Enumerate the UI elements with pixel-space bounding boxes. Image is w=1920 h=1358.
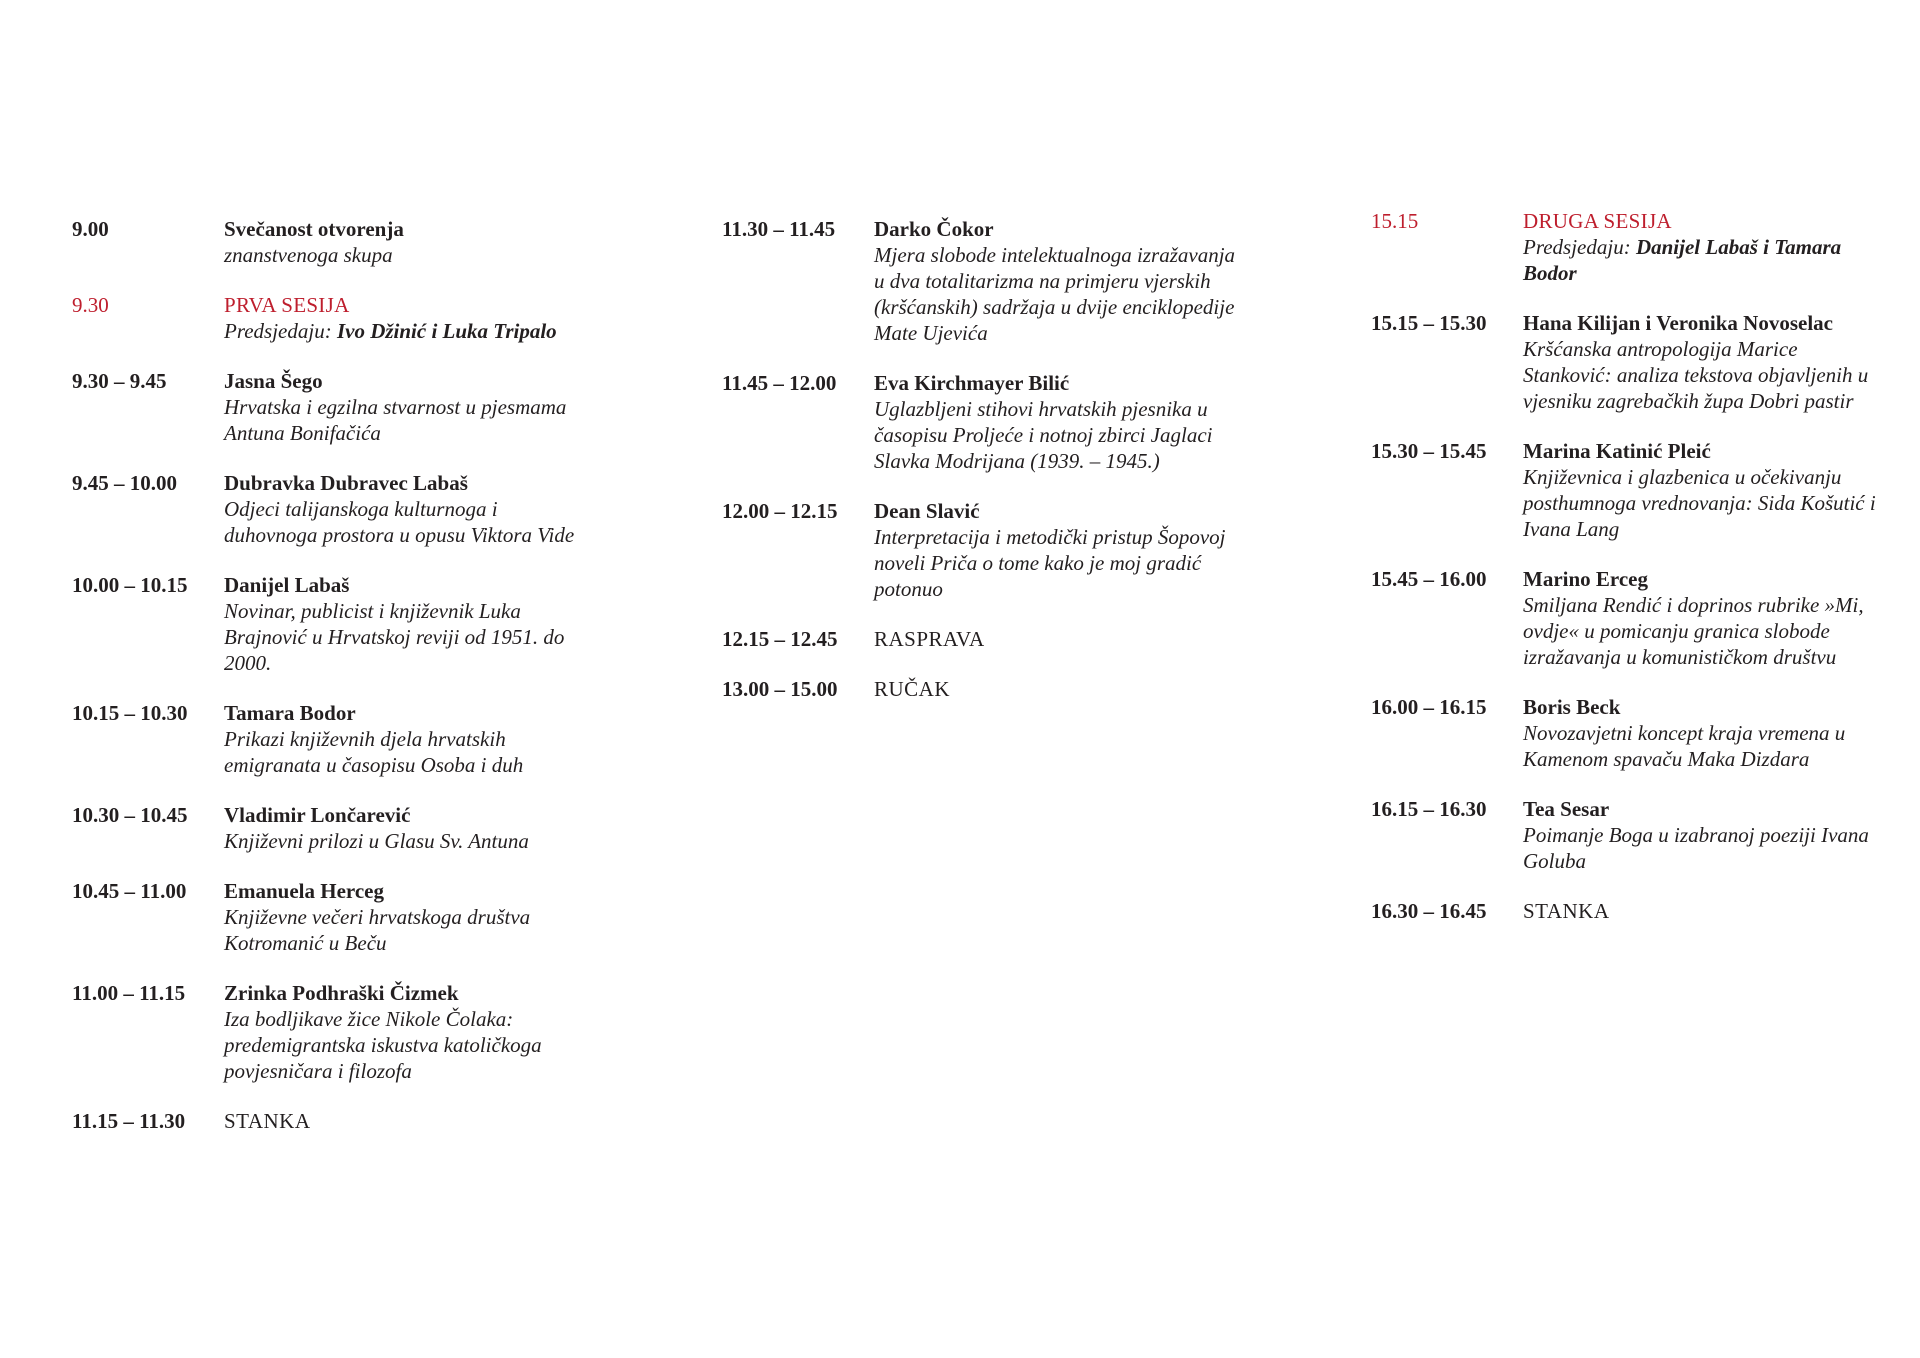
program-entry (1371, 694, 1883, 772)
program-entry (72, 980, 594, 1084)
speaker-name: Vladimir Lončarević (224, 803, 411, 827)
speaker-name: Dean Slavić (874, 499, 980, 523)
program-entry (72, 802, 594, 854)
discussion-entry (722, 626, 1244, 652)
program-entry (72, 878, 594, 956)
entry-time: 15.45 – 16.00 (1371, 567, 1487, 591)
talk-title: Književne večeri hrvatskoga društva Kotromanić u Beču (224, 905, 531, 955)
program-column-2 (722, 216, 1244, 726)
session-time: 9.30 (72, 293, 109, 317)
talk-title: Uglazbljeni stihovi hrvatskih pjesnika u časopisu Proljeće i notnoj zbirci Jaglaci Slavka Modrijana (1939. – 1945.) (874, 397, 1213, 473)
entry-time: 16.00 – 16.15 (1371, 695, 1487, 719)
entry-time: 9.30 – 9.45 (72, 369, 167, 393)
speaker-name: Boris Beck (1523, 695, 1621, 719)
chairs-label: Predsjedaju: (224, 319, 332, 343)
speaker-name: Eva Kirchmayer Bilić (874, 371, 1070, 395)
entry-time: 12.15 – 12.45 (722, 627, 838, 651)
discussion-label: RASPRAVA (874, 627, 985, 651)
entry-time: 13.00 – 15.00 (722, 677, 838, 701)
program-entry (72, 700, 594, 778)
break-entry (1371, 898, 1883, 924)
break-label: STANKA (224, 1109, 311, 1133)
session-time: 15.15 (1371, 209, 1419, 233)
entry-time: 11.00 – 11.15 (72, 981, 186, 1005)
break-entry (72, 1108, 594, 1134)
entry-time: 9.45 – 10.00 (72, 471, 177, 495)
talk-title: Književnica i glazbenica u očekivanju posthumnoga vrednovanja: Sida Košutić i Ivana Lang (1523, 465, 1876, 541)
speaker-name: Marina Katinić Pleić (1523, 439, 1711, 463)
break-label: STANKA (1523, 899, 1610, 923)
entry-time: 10.45 – 11.00 (72, 879, 187, 903)
program-entry (72, 572, 594, 676)
speaker-name: Zrinka Podhraški Čizmek (224, 981, 459, 1005)
speaker-name: Marino Erceg (1523, 567, 1648, 591)
program-entry (1371, 796, 1883, 874)
lunch-label: RUČAK (874, 677, 951, 701)
program-entry (722, 498, 1244, 602)
speaker-name: Emanuela Herceg (224, 879, 385, 903)
speaker-name: Jasna Šego (224, 369, 323, 393)
talk-title: Književni prilozi u Glasu Sv. Antuna (224, 829, 529, 853)
talk-title: Mjera slobode intelektualnoga izražavanja u dva totalitarizma na primjeru vjerskih (kršćanskih) sadržaja u dvije enciklopedije Mate Ujevića (874, 243, 1236, 345)
talk-title: Novozavjetni koncept kraja vremena u Kamenom spavaču Maka Dizdara (1523, 721, 1846, 771)
program-entry (72, 216, 594, 268)
talk-title: Poimanje Boga u izabranoj poeziji Ivana Goluba (1523, 823, 1869, 873)
program-entry (72, 368, 594, 446)
session-chairs (1523, 234, 1883, 286)
chairs-names: Danijel Labaš i Tamara Bodor (1523, 235, 1842, 285)
session-title: DRUGA SESIJA (1523, 209, 1672, 233)
program-entry (722, 370, 1244, 474)
session-chairs (224, 318, 594, 344)
entry-time: 11.45 – 12.00 (722, 371, 837, 395)
talk-title: Iza bodljikave žice Nikole Čolaka: predemigrantska iskustva katoličkoga povjesničara i filozofa (224, 1007, 542, 1083)
talk-title: Hrvatska i egzilna stvarnost u pjesmama Antuna Bonifačića (224, 395, 567, 445)
session-entry (1371, 208, 1883, 286)
talk-title: Smiljana Rendić i doprinos rubrike »Mi, ovdje« u pomicanju granica slobode izražavanja u komunističkom društvu (1523, 593, 1864, 669)
entry-title: Svečanost otvorenja (224, 217, 404, 241)
entry-time: 16.30 – 16.45 (1371, 899, 1487, 923)
speaker-name: Tamara Bodor (224, 701, 356, 725)
speaker-name: Tea Sesar (1523, 797, 1610, 821)
entry-time: 11.30 – 11.45 (722, 217, 836, 241)
lunch-entry (722, 676, 1244, 702)
talk-title: Interpretacija i metodički pristup Šopovoj noveli Priča o tome kako je moj gradić potonuo (874, 525, 1226, 601)
chairs-names: Ivo Džinić i Luka Tripalo (336, 319, 557, 343)
entry-time: 9.00 (72, 217, 109, 241)
entry-time: 10.15 – 10.30 (72, 701, 188, 725)
program-entry (1371, 310, 1883, 414)
session-title: PRVA SESIJA (224, 293, 350, 317)
chairs-label: Predsjedaju: (1523, 235, 1631, 259)
entry-time: 15.30 – 15.45 (1371, 439, 1487, 463)
entry-time: 16.15 – 16.30 (1371, 797, 1487, 821)
talk-title: Novinar, publicist i književnik Luka Brajnović u Hrvatskoj reviji od 1951. do 2000. (224, 599, 565, 675)
program-entry (722, 216, 1244, 346)
program-entry (1371, 438, 1883, 542)
talk-title: Prikazi književnih djela hrvatskih emigranata u časopisu Osoba i duh (224, 727, 524, 777)
speaker-name: Dubravka Dubravec Labaš (224, 471, 468, 495)
entry-time: 10.00 – 10.15 (72, 573, 188, 597)
program-entry (72, 470, 594, 548)
program-entry (1371, 566, 1883, 670)
talk-title: Kršćanska antropologija Marice Stanković: analiza tekstova objavljenih u vjesniku zagrebačkih župa Dobri pastir (1523, 337, 1869, 413)
entry-time: 10.30 – 10.45 (72, 803, 188, 827)
session-entry (72, 292, 594, 344)
program-column-1 (72, 216, 594, 1158)
speaker-name: Danijel Labaš (224, 573, 350, 597)
entry-time: 15.15 – 15.30 (1371, 311, 1487, 335)
speaker-name: Darko Čokor (874, 217, 994, 241)
talk-title: Odjeci talijanskoga kulturnoga i duhovnoga prostora u opusu Viktora Vide (224, 497, 575, 547)
program-column-3 (1371, 208, 1883, 948)
entry-time: 12.00 – 12.15 (722, 499, 838, 523)
entry-subtitle: znanstvenoga skupa (224, 243, 393, 267)
entry-time: 11.15 – 11.30 (72, 1109, 186, 1133)
speaker-name: Hana Kilijan i Veronika Novoselac (1523, 311, 1833, 335)
